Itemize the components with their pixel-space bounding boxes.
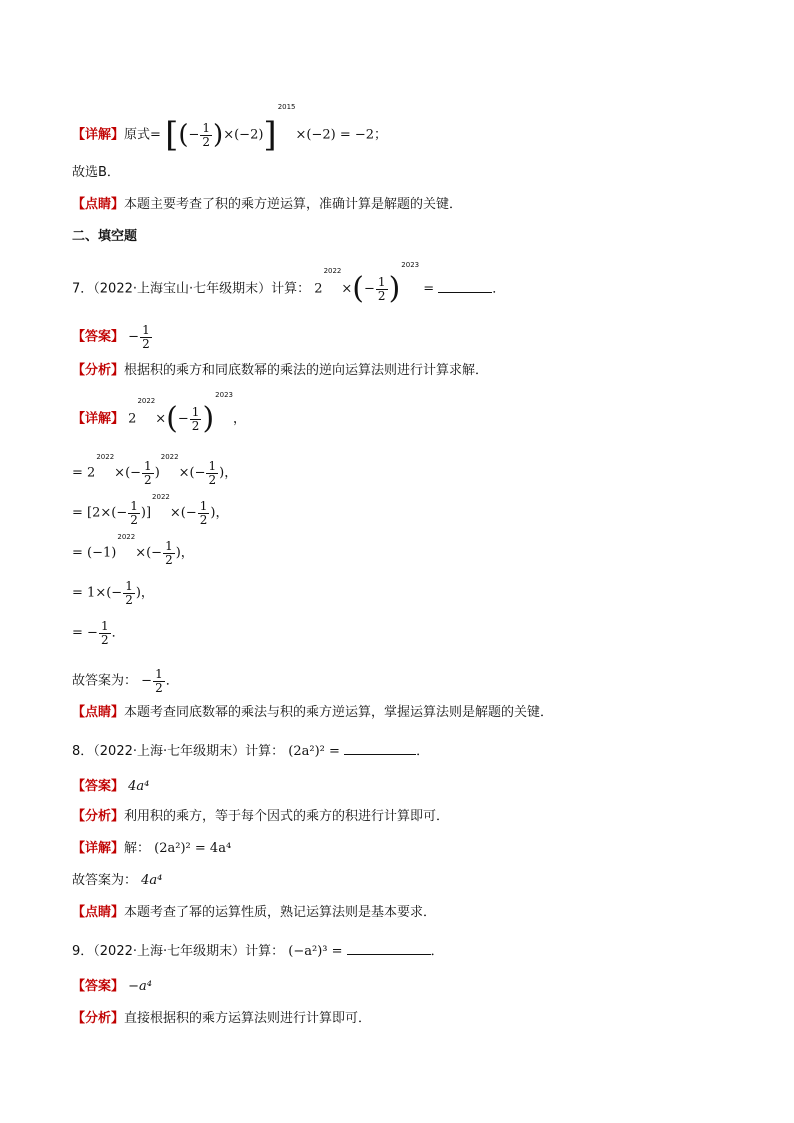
detail-prefix: 解：	[124, 841, 151, 856]
left-paren: (	[166, 401, 178, 436]
fraction-one-half	[123, 580, 135, 606]
denominator: 2	[144, 472, 152, 487]
numerator: 1	[208, 459, 217, 473]
open-paren: (	[180, 505, 186, 521]
q7-final-answer-line	[72, 668, 179, 694]
numerator: 1	[191, 404, 200, 419]
open-paren: (	[125, 465, 131, 481]
analysis-tag: 【分析】	[72, 809, 125, 824]
fraction-one-half	[140, 324, 152, 350]
bracket-two-times: [2×(−	[87, 505, 128, 521]
exponent-2022: 2022	[137, 397, 156, 405]
minus-sign: −	[194, 465, 206, 481]
minus-sign: −	[188, 127, 200, 143]
left-bracket: [	[165, 115, 179, 155]
q9-source: （2022·上海·七年级期末）计算：	[93, 944, 285, 959]
q8-comment-line	[72, 906, 436, 919]
close-paren-bracket: )]	[140, 505, 152, 521]
equals-sign: =	[423, 281, 435, 297]
times-sign: ×	[341, 281, 353, 297]
expression: (−a²)³ =	[288, 944, 343, 959]
exponent-2023: 2023	[401, 261, 420, 269]
numerator: 1	[125, 579, 133, 593]
q7-source: （2022·上海宝山·七年级期末）计算：	[93, 281, 311, 297]
fraction-one-half	[206, 460, 218, 486]
exponent-2022: 2022	[117, 533, 136, 541]
times-sign: ×	[114, 465, 126, 481]
open-paren: (	[146, 545, 152, 561]
equals-sign: =	[150, 127, 161, 143]
analysis-text: 利用积的乘方，等于每个因式的乘方的积进行计算即可．	[124, 809, 450, 824]
numerator: 1	[144, 459, 152, 473]
prev-detail-line	[72, 103, 388, 155]
fraction-one-half	[142, 460, 154, 486]
q8-number: 8．	[72, 744, 94, 759]
q9-number: 9．	[72, 944, 94, 959]
numerator: 1	[165, 539, 173, 553]
q7-step-3	[72, 533, 194, 567]
period: ．	[111, 625, 125, 641]
comment-text: 本题考查同底数幂的乘法与积的乘方逆运算，掌握运算法则是解题的关键．	[124, 705, 554, 720]
q7-step-2	[72, 493, 229, 527]
answer-blank	[347, 944, 431, 955]
comment-text: 本题主要考查了积的乘方逆运算，准确计算是解题的关键．	[124, 197, 463, 212]
answer-blank	[438, 282, 492, 293]
denominator: 2	[155, 680, 163, 695]
expression: (2a²)²	[288, 744, 325, 759]
exponent-2022: 2022	[160, 453, 179, 461]
equals-sign: =	[72, 545, 83, 561]
answer-value: 4a⁴	[128, 779, 150, 794]
comment-tag: 【点睛】	[72, 705, 125, 720]
q9-question-line	[72, 944, 444, 958]
q7-comment-line	[72, 706, 553, 719]
close-paren: )	[154, 465, 160, 481]
q9-analysis-line	[72, 1012, 371, 1025]
minus-sign: −	[151, 545, 163, 561]
q7-step-5	[72, 620, 125, 646]
exponent-2022: 2022	[152, 493, 170, 501]
close-paren: )	[175, 545, 181, 561]
prev-comment-line	[72, 198, 462, 211]
fraction-one-half	[190, 406, 202, 432]
times-sign: ×	[223, 127, 235, 143]
minus-sign: −	[141, 673, 153, 689]
exponent-2023: 2023	[215, 391, 233, 399]
fraction-one-half	[99, 620, 111, 646]
analysis-text: 根据积的乘方和同底数幂的乘法的逆向运算法则进行计算求解．	[124, 363, 489, 378]
final-label: 故答案为：	[72, 873, 138, 888]
minus-sign: −	[185, 505, 197, 521]
comment-tag: 【点睛】	[72, 197, 125, 212]
detail-tail: ×(−2) = −2；	[295, 127, 388, 143]
comma: ，	[180, 545, 194, 561]
numerator: 1	[377, 274, 386, 289]
exponent-2022: 2022	[323, 267, 342, 275]
detail-tag: 【详解】	[72, 127, 125, 143]
numerator: 1	[130, 499, 138, 513]
equals-sign: =	[329, 744, 340, 759]
q8-question-line	[72, 744, 429, 758]
base-two: 2	[128, 411, 137, 427]
one-times: 1×(−	[87, 585, 123, 601]
detail-tag: 【详解】	[72, 841, 125, 856]
denominator: 2	[377, 288, 386, 303]
q7-answer-line	[72, 324, 153, 350]
numerator: 1	[100, 619, 109, 633]
q7-step-1	[72, 453, 238, 487]
base-two: 2	[314, 281, 323, 297]
q7-number: 7．	[72, 281, 94, 297]
fraction-one-half	[200, 122, 212, 148]
q9-answer-line	[72, 980, 152, 993]
answer-blank	[344, 744, 416, 755]
detail-equation: (2a²)² = 4a⁴	[154, 841, 232, 856]
period: ．	[430, 944, 444, 959]
right-paren: )	[202, 401, 215, 436]
q7-analysis-line	[72, 364, 488, 377]
analysis-text: 直接根据积的乘方运算法则进行计算即可．	[124, 1011, 372, 1026]
denominator: 2	[100, 632, 109, 647]
fraction-one-half	[376, 276, 388, 302]
equals-sign: =	[72, 625, 83, 641]
denominator: 2	[165, 552, 173, 567]
analysis-tag: 【分析】	[72, 363, 125, 378]
open-paren: (	[189, 465, 195, 481]
base-two: 2	[87, 465, 96, 481]
right-paren: )	[388, 271, 401, 306]
times-sign: ×	[155, 411, 167, 427]
period: ．	[492, 281, 506, 297]
period: ．	[416, 744, 430, 759]
right-bracket: ]	[263, 115, 277, 155]
close-paren: )	[210, 505, 216, 521]
minus-sign: −	[128, 329, 140, 345]
times-sign: ×	[169, 505, 181, 521]
denominator: 2	[191, 418, 200, 433]
neg-one: (−1)	[87, 545, 117, 561]
minus-sign: −	[364, 281, 375, 297]
minus-sign: −	[130, 465, 142, 481]
detail-tag: 【详解】	[72, 411, 125, 427]
answer-tag: 【答案】	[72, 979, 125, 994]
q7-step-4	[72, 580, 154, 606]
fraction-one-half	[153, 668, 165, 694]
fraction-one-half	[163, 540, 175, 566]
comment-tag: 【点睛】	[72, 905, 125, 920]
minus-sign: −	[177, 411, 189, 427]
final-label: 故答案为：	[72, 673, 138, 689]
denominator: 2	[208, 472, 217, 487]
comma: ，	[232, 411, 246, 427]
select-line: 故选B．	[72, 165, 120, 180]
comma: ，	[215, 505, 229, 521]
q8-final-answer-line	[72, 874, 162, 887]
equals-sign: =	[72, 505, 83, 521]
comment-text: 本题考查了幂的运算性质，熟记运算法则是基本要求．	[124, 905, 437, 920]
period: ．	[165, 673, 179, 689]
denominator: 2	[130, 512, 138, 527]
close-paren: )	[135, 585, 141, 601]
detail-prefix: 原式	[124, 127, 151, 143]
comma: ，	[140, 585, 154, 601]
equals-sign: =	[72, 585, 83, 601]
right-paren: )	[213, 120, 224, 150]
final-value: 4a⁴	[141, 873, 163, 888]
minus-sign: −	[87, 625, 98, 641]
denominator: 2	[142, 336, 150, 351]
denominator: 2	[202, 134, 211, 149]
answer-value: −a⁴	[128, 979, 153, 994]
answer-tag: 【答案】	[72, 779, 125, 794]
fraction-one-half	[198, 500, 210, 526]
numerator: 1	[202, 120, 211, 135]
section-heading: 二、填空题	[72, 229, 138, 244]
numerator: 1	[155, 667, 163, 681]
left-paren: (	[352, 271, 365, 306]
equals-sign: =	[72, 465, 83, 481]
analysis-tag: 【分析】	[72, 1011, 125, 1026]
exponent-2015: 2015	[277, 103, 296, 111]
exponent-2022: 2022	[96, 453, 115, 461]
times-sign: ×	[135, 545, 147, 561]
numerator: 1	[142, 323, 150, 337]
q8-source: （2022·上海·七年级期末）计算：	[93, 744, 285, 759]
answer-tag: 【答案】	[72, 329, 125, 345]
q8-detail-line	[72, 842, 231, 855]
numerator: 1	[199, 499, 208, 513]
q7-detail-line	[72, 391, 246, 436]
neg-two: (−2)	[234, 127, 264, 143]
left-paren: (	[178, 120, 189, 150]
fraction-one-half	[128, 500, 140, 526]
q8-answer-line	[72, 780, 149, 793]
denominator: 2	[199, 512, 208, 527]
q8-analysis-line	[72, 810, 449, 823]
times-sign: ×	[178, 465, 190, 481]
q7-question-line	[72, 261, 506, 306]
comma: ，	[224, 465, 238, 481]
denominator: 2	[125, 592, 133, 607]
close-paren: )	[219, 465, 225, 481]
